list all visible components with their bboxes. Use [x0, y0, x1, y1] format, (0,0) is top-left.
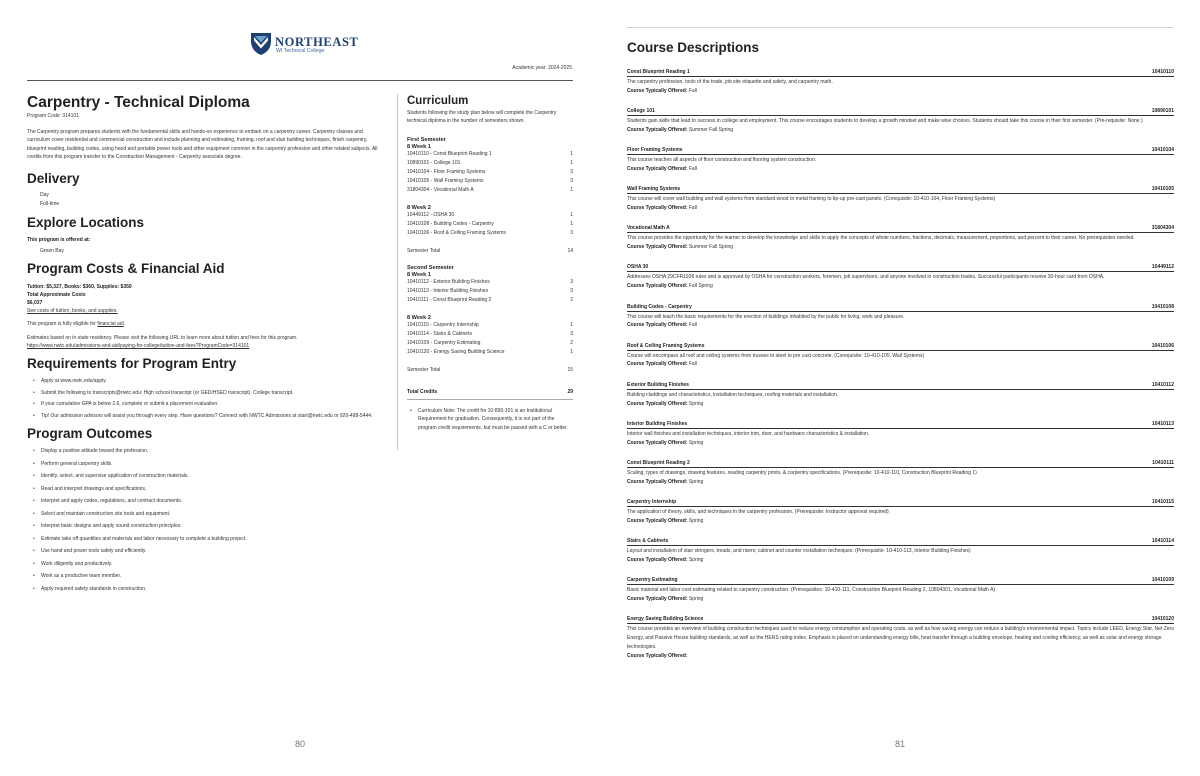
financial-aid-suffix: .: [123, 321, 126, 328]
curriculum-course-row: [407, 296, 573, 305]
course-title: Carpentry Estimating: [627, 577, 678, 584]
offered-terms: Fall: [688, 87, 697, 94]
course-code: 10410112: [1152, 381, 1174, 388]
course-name: 10410109 - Carpentry Estimating: [407, 339, 481, 346]
course-offered-line: [627, 126, 1174, 135]
course-description-item: [627, 577, 1174, 604]
course-description-list: [627, 69, 1174, 673]
offered-terms: Fall Spring: [688, 283, 713, 290]
course-credits: 2: [570, 296, 573, 303]
financial-aid-link[interactable]: financial aid: [97, 321, 124, 328]
course-code: 10410115: [1152, 499, 1174, 506]
offered-label: Course Typically Offered:: [627, 556, 688, 563]
course-description-text: Addresses OSHA 29CFR1926 rules and is approved by OSHA for construction workers, foremen, job supervisors, and anyone involved in construction trades. Successful participants receive 30-hour card from OSHA.: [627, 274, 1105, 281]
course-offered-line: [627, 439, 1174, 448]
shield-chevron-logo-icon: [250, 32, 272, 56]
course-description-header: [627, 616, 1174, 624]
course-name: 10410115 - Carpentry Internship: [407, 321, 479, 328]
offered-terms: Fall: [688, 361, 697, 368]
offered-terms: Spring: [688, 439, 704, 446]
course-credits: 1: [570, 321, 573, 328]
curriculum-course-row: [407, 150, 573, 159]
offered-terms: Spring: [688, 596, 704, 603]
header-divider: [627, 27, 1173, 28]
course-code: 10410111: [1152, 459, 1174, 466]
course-title: Stairs & Cabinets: [627, 538, 669, 545]
course-description-item: [627, 225, 1174, 252]
course-description-text: Scaling, types of drawings, drawing features, reading carpentry prints, & carpentry specifications. (Prerequisite: 10-410-110, Construction Blueprint Reading 1): [627, 469, 977, 476]
offered-label: Course Typically Offered:: [627, 87, 688, 94]
week-heading: 8 Week 1: [407, 271, 431, 278]
course-offered-line: [627, 478, 1174, 487]
course-offered-line: [627, 517, 1174, 526]
offered-label: Course Typically Offered:: [627, 205, 688, 212]
course-title: Const Blueprint Reading 2: [627, 459, 690, 466]
tuition-line: Tuition: $5,327, Books: $360, Supplies: $350: [27, 284, 132, 291]
costs-heading: Program Costs & Financial Aid: [27, 261, 225, 277]
course-description-text: Interior wall finishes and installation techniques, interior trim, door, and hardware characteristics & installation.: [627, 430, 870, 437]
offered-label: Course Typically Offered:: [627, 322, 688, 329]
semester-heading: First Semester: [407, 136, 446, 143]
course-description-header: [627, 264, 1174, 272]
course-title: OSHA 30: [627, 264, 649, 271]
course-code: 10410104: [1151, 147, 1174, 154]
curriculum-course-row: [407, 330, 573, 339]
course-offered-line: [627, 321, 1174, 330]
course-description-text: This course will teach the basic requirements for the erection of buildings inhabited by the public for living, work and pleasure.: [627, 313, 905, 320]
outcome-item: • Read and interpret drawings and specifications.: [33, 485, 387, 493]
curriculum-course-row: [407, 278, 573, 287]
semester-total-row: [407, 367, 573, 373]
offered-label: Course Typically Offered:: [627, 478, 688, 485]
course-title: Interior Building Finishes: [627, 420, 688, 427]
course-code: 10410105: [1151, 186, 1174, 193]
financial-aid-line: [27, 320, 387, 328]
course-description-item: [627, 108, 1174, 135]
column-divider: [397, 94, 398, 450]
delivery-heading: Delivery: [27, 171, 80, 187]
semester-heading: Second Semester: [407, 264, 454, 271]
course-description-text: Layout and installation of stair stringers, treads, and risers; cabinet and counter installation techniques. (Prerequisite: 10-410-113, Interior Building Finishes): [627, 548, 971, 555]
course-description-item: [627, 343, 1174, 370]
costs-link[interactable]: See costs of tuition, books, and supplies.: [27, 308, 118, 315]
outcome-item: • Display a positive attitude toward the profession.: [33, 447, 387, 455]
offered-label: Course Typically Offered:: [627, 244, 688, 251]
offered-terms: Summer Fall Spring: [688, 126, 734, 133]
offered-label: Course Typically Offered:: [627, 652, 688, 659]
course-title: Carpentry Internship: [627, 499, 677, 506]
offered-label: Course Typically Offered:: [627, 400, 688, 407]
outcome-item: • Interpret and apply codes, regulations, and contract documents.: [33, 497, 387, 505]
course-description-item: [627, 421, 1174, 448]
offered-terms: Spring: [688, 556, 704, 563]
course-description-header: [627, 69, 1174, 77]
semester-total-value: 15: [567, 366, 573, 373]
curriculum-course-row: [407, 339, 573, 348]
course-credits: 1: [570, 186, 573, 193]
program-intro: The Carpentry program prepares students with the fundamental skills and hands-on experience to embark on a carpentry career. Carpentry classes and curriculum cover residential and commercial construction and include planning and estimating, framing, roof and stair building techniques, finish carpentry, blueprint reading, building codes, using hand and portable power tools and other equipment common in the carpentry profession and other related subjects. All credits from this program transfer to the Construction Management - Carpentry associate degree.: [27, 129, 378, 160]
delivery-item: Day: [40, 192, 49, 199]
program-overview-column: [27, 94, 387, 597]
course-credits: 1: [570, 159, 573, 166]
course-offered-line: [627, 400, 1174, 409]
course-offered-line: [627, 204, 1174, 213]
course-credits: 1: [570, 220, 573, 227]
course-title: Energy Saving Building Science: [627, 616, 704, 623]
course-title: Const Blueprint Reading 1: [627, 69, 690, 75]
course-description-text: The application of theory, skills, and techniques in the carpentry profession. (Prerequisite: Instructor approval required): [627, 509, 889, 516]
course-name: 10410114 - Stairs & Cabinets: [407, 330, 472, 337]
course-description-header: [627, 499, 1174, 507]
requirement-item: • Tip! Our admission advisors will assist you through every step. Have questions? Connect with NWTC Admissions at start@nwtc.edu or 920-498-5444.: [33, 412, 387, 420]
semester-total-label: Semester Total: [407, 366, 441, 373]
course-credits: 3: [570, 287, 573, 294]
course-description-item: [627, 264, 1174, 291]
offered-terms: Summer Fall Spring: [688, 244, 734, 251]
course-name: 10410104 - Floor Framing Systems: [407, 168, 486, 175]
course-name: 10410105 - Wall Framing Systems: [407, 177, 484, 184]
course-description-item: [627, 69, 1174, 96]
outcome-item: • Estimate take off quantities and materials and labor necessary to complete a building project.: [33, 535, 387, 543]
course-descriptions-heading: Course Descriptions: [627, 40, 760, 55]
course-description-item: [627, 382, 1174, 409]
course-credits: 1: [570, 348, 573, 355]
curriculum-course-row: [407, 220, 573, 229]
course-name: 10410110 - Const Blueprint Reading 1: [407, 150, 492, 157]
course-code: 10410106: [1151, 342, 1174, 349]
offered-label: Course Typically Offered:: [627, 596, 688, 603]
course-description-text: This course provides the opportunity for the learner to develop the knowledge and skills to apply the concepts of whole numbers, fractions, decimals, measurement, proportions, and percent to their career. No prerequisites needed.: [627, 235, 1135, 242]
course-code: 31804304: [1151, 225, 1174, 232]
campus-location: Green Bay: [40, 248, 64, 255]
course-credits: 3: [570, 330, 573, 337]
course-description-header: [627, 304, 1174, 312]
course-description-item: [627, 186, 1174, 213]
course-code: 10410108: [1151, 303, 1174, 310]
logo-wordmark: NORTHEAST: [275, 35, 359, 49]
course-description-header: [627, 225, 1174, 233]
requirement-item: • Apply at www.nwtc.edu/apply.: [33, 377, 387, 385]
course-code: 10410114: [1152, 538, 1174, 545]
course-code: 10449112: [1152, 264, 1174, 271]
financial-aid-prefix: This program is fully eligible for: [27, 321, 98, 328]
course-code: 10410113: [1152, 420, 1174, 427]
curriculum-course-row: [407, 159, 573, 168]
curriculum-intro: Students following the study plan below will complete the Carpentry technical diploma in the number of semesters shown.: [407, 110, 557, 125]
course-description-header: [627, 538, 1174, 546]
program-code: Program Code: 314101: [27, 113, 79, 119]
offered-terms: Fall: [688, 165, 697, 172]
course-description-item: [627, 538, 1174, 565]
outcome-item: • Apply required safety standards in construction.: [33, 585, 387, 593]
curriculum-course-row: [407, 168, 573, 177]
curriculum-heading: Curriculum: [407, 95, 469, 107]
week-heading: 8 Week 1: [407, 143, 431, 150]
offered-label: Course Typically Offered:: [627, 165, 688, 172]
curriculum-note-list: [410, 407, 573, 433]
course-name: 10410106 - Roof & Ceiling Framing Systems: [407, 229, 506, 236]
course-name: 10890101 - College 101: [407, 159, 461, 166]
curriculum-course-row: [407, 211, 573, 220]
offered-label: Course Typically Offered:: [627, 517, 688, 524]
semester-total-row: [407, 248, 573, 254]
course-name: 10410108 - Building Codes - Carpentry: [407, 220, 494, 227]
offered-label: Course Typically Offered:: [627, 439, 688, 446]
course-description-text: This course teaches all aspects of floor construction and flooring system construction.: [627, 157, 817, 164]
requirement-item: • Submit the following to transcripts@nwtc.edu: High school transcript (or GED/HSED transcript). College transcript.: [33, 389, 387, 397]
course-description-header: [627, 343, 1174, 351]
offered-label: Course Typically Offered:: [627, 361, 688, 368]
course-title: Wall Framing Systems: [627, 186, 681, 193]
offered-label: Course Typically Offered:: [627, 283, 688, 290]
outcome-item: • Identify, select, and supervise application of construction materials.: [33, 472, 387, 480]
semester-total-value: 14: [567, 247, 573, 254]
course-name: 10410111 - Const Blueprint Reading 2: [407, 296, 492, 303]
course-name: 10410113 - Interior Building Finishes: [407, 287, 489, 294]
offered-terms: Spring: [688, 478, 704, 485]
course-title: College 101: [627, 108, 655, 115]
college-logo: [250, 32, 359, 58]
course-offered-line: [627, 87, 1174, 96]
delivery-list: [40, 191, 387, 209]
course-description-header: [627, 108, 1174, 116]
course-code: 10410120: [1151, 616, 1174, 623]
course-credits: 1: [570, 150, 573, 157]
course-description-header: [627, 186, 1174, 194]
page-number: 80: [294, 739, 305, 749]
header-divider: [27, 80, 573, 81]
course-credits: 2: [570, 339, 573, 346]
total-credits-row: [407, 389, 573, 400]
course-title: Floor Framing Systems: [627, 147, 683, 154]
course-description-item: [627, 304, 1174, 331]
course-offered-line: [627, 556, 1174, 565]
course-description-text: Course will encompass all roof and ceiling systems from trusses to steel to pre cast concrete. (Corequisite: 10-410-105, Wall Systems): [627, 352, 925, 359]
curriculum-course-row: [407, 229, 573, 238]
estimates-note: Estimates based on in-state residency. Please visit the following URL to learn more about tuition and fees for this program.: [27, 334, 298, 341]
course-description-text: The carpentry profession, tools of the trade, job site etiquette and safety, and carpentry math.: [627, 79, 833, 85]
course-name: 10410120 - Energy Saving Building Science: [407, 348, 505, 355]
curriculum-course-row: [407, 177, 573, 186]
requirements-list: [33, 377, 387, 420]
total-credits-label: Total Credits: [407, 388, 438, 395]
course-code: 10410110: [1152, 69, 1174, 75]
curriculum-course-row: [407, 186, 573, 195]
outcome-item: • Work diligently and productively.: [33, 560, 387, 568]
course-code: 10410109: [1151, 577, 1174, 584]
curriculum-column: [407, 94, 573, 432]
offered-terms: Fall: [688, 322, 697, 329]
outcomes-heading: Program Outcomes: [27, 426, 153, 442]
course-title: Roof & Ceiling Framing Systems: [627, 342, 705, 349]
week-heading: 8 Week 2: [407, 204, 431, 211]
academic-year: Academic year: 2024-2025: [512, 65, 572, 71]
outcome-item: • Select and maintain construction site tools and equipment.: [33, 510, 387, 518]
page-title: Carpentry - Technical Diploma: [27, 94, 250, 111]
course-title: Exterior Building Finishes: [627, 381, 689, 388]
curriculum-note: • Curriculum Note: The credit for 10-890-101 is an Institutional Requirement for graduation. Consequently, it is not part of the program credit requirements, but must be passed with a C or better.: [410, 407, 573, 433]
course-description-text: Students gain skills that lead to success in college and employment. This course encourages students to develop a growth mindset and make wise choices. Students should take this course in their first semester. (Pre-requisite: None.): [627, 118, 1143, 125]
course-offered-line: [627, 360, 1174, 369]
offered-terms: Fall: [688, 205, 697, 212]
offered-label: Course Typically Offered:: [627, 126, 688, 133]
outcome-item: • Interpret basic designs and apply sound construction principles.: [33, 522, 387, 530]
right-page: [600, 0, 1200, 776]
course-offered-line: [627, 652, 1174, 661]
course-offered-line: [627, 243, 1174, 252]
course-description-header: [627, 460, 1174, 468]
requirement-item: • If your cumulative GPA is below 2.6, complete or submit a placement evaluation.: [33, 400, 387, 408]
tuition-url-link[interactable]: https://www.nwtc.edu/admissions-and-aid/paying-for-college/tuition-and-fees?ProgramCode=314101: [27, 343, 250, 350]
curriculum-course-row: [407, 348, 573, 357]
course-description-item: [627, 460, 1174, 487]
course-description-header: [627, 147, 1174, 155]
course-offered-line: [627, 595, 1174, 604]
course-description-header: [627, 421, 1174, 429]
course-description-item: [627, 147, 1174, 174]
explore-locations-heading: Explore Locations: [27, 215, 145, 231]
delivery-item: Full-time: [40, 201, 60, 208]
requirements-heading: Requirements for Program Entry: [27, 356, 237, 372]
outcome-item: • Use hand and power tools safely and efficiently.: [33, 547, 387, 555]
offered-at-label: This program is offered at:: [27, 237, 91, 244]
outcome-item: • Work as a productive team member.: [33, 572, 387, 580]
course-description-header: [627, 382, 1174, 390]
course-description-header: [627, 577, 1174, 585]
course-offered-line: [627, 282, 1174, 291]
course-title: Building Codes - Carpentry: [627, 303, 692, 310]
logo-subtitle: WI Technical College: [276, 48, 325, 54]
course-description-text: This course provides an overview of building construction techniques used to reduce energy consumption and operating costs, as well as how saving energy can reduce a building's environmental impact. Topics include LEED, Energy Star, Net Zero Energy, and Passive House building standards, as well as the HERS rating index. Emphasis is placed on understanding energy bills, heat transfer through a building envelope, heating and cooling efficiency, as well as solar and energy storage technologies.: [627, 626, 1174, 650]
course-description-text: Building claddings and characteristics, installation techniques, roofing materials and installation.: [627, 391, 839, 398]
course-title: Vocational Math A: [627, 225, 670, 232]
course-description-text: Basic material and labor cost estimating related to carpentry construction. (Prerequisites: 10-410-111, Construction Blueprint Reading 2, 10804301, Vocational Math A): [627, 587, 996, 594]
course-code: 10890101: [1151, 108, 1174, 115]
course-credits: 3: [570, 177, 573, 184]
curriculum-course-row: [407, 287, 573, 296]
outcome-item: • Perform general carpentry skills.: [33, 460, 387, 468]
course-description-item: [627, 499, 1174, 526]
course-credits: 1: [570, 211, 573, 218]
total-costs-label: Total Approximate Costs: [27, 292, 86, 299]
course-name: 10410112 - Exterior Building Finishes: [407, 278, 490, 285]
course-credits: 3: [570, 278, 573, 285]
offered-terms: Spring: [688, 400, 704, 407]
total-credits-value: 29: [567, 388, 573, 395]
course-description-item: [627, 616, 1174, 660]
course-description-text: This course will cover wall building and wall systems from standard wood or metal framing to tip-up pre-cast panels. (Corequisite: 10-410-104, Floor Framing Systems): [627, 196, 996, 203]
semester-total-label: Semester Total: [407, 247, 441, 254]
offered-terms: Spring: [688, 517, 704, 524]
curriculum-course-row: [407, 321, 573, 330]
outcomes-list: [33, 447, 387, 593]
course-credits: 3: [570, 168, 573, 175]
course-name: 31804304 - Vocational Math A: [407, 186, 474, 193]
course-offered-line: [627, 165, 1174, 174]
course-credits: 3: [570, 229, 573, 236]
course-name: 10449112 - OSHA 30: [407, 211, 455, 218]
total-costs-value: $6,037: [27, 300, 43, 307]
page-number: 81: [894, 739, 905, 749]
week-heading: 8 Week 2: [407, 314, 431, 321]
